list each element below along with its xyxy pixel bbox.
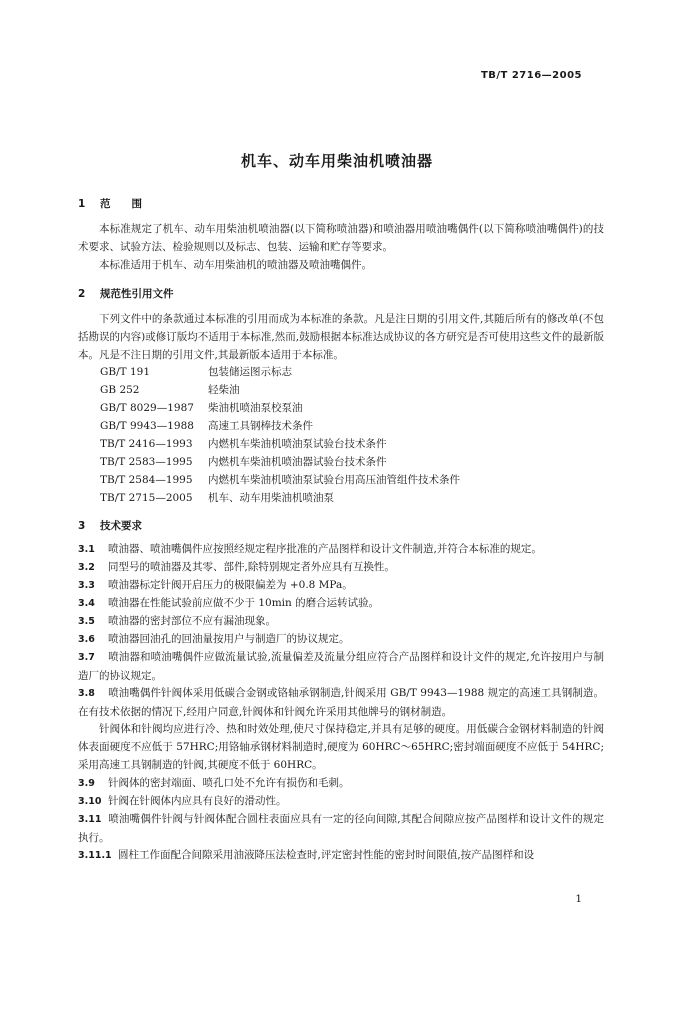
clause [78, 540, 604, 559]
reference-item [100, 472, 460, 487]
clause-text: 同型号的喷油器及其零、部件,除特别规定者外应具有互换性。 [108, 561, 395, 573]
clause-text: 针阀在针阀体内应具有良好的滑动性。 [108, 795, 287, 807]
clause-text: 喷油嘴偶件针阀体采用低碳合金钢或铬轴承钢制造,针阀采用 GB/T 9943—1988 规定的高速工具钢制造。在有技术依据的情况下,经用户同意,针阀体和针阀允许采用其他牌号的钢材制造。 [78, 687, 604, 718]
clause [78, 594, 604, 613]
clause-text: 针阀体和针阀均应进行冷、热和时效处理,使尺寸保持稳定,并具有足够的硬度。用低碳合金钢材料制造的针阀体表面硬度不应低于 57HRC;用铬轴承钢材料制造时,硬度为 60HRC～65HRC;密封端面硬度不应低于 54HRC;采用高速工具钢制造的针阀,其硬度不低于 60HRC。 [78, 723, 604, 771]
clause-number: 3.2 [78, 562, 95, 573]
clause-text: 喷油器回油孔的回油量按用户与制造厂的协议规定。 [108, 633, 350, 645]
clause-text: 圆柱工作面配合间隙采用油液降压法检查时,评定密封性能的密封时间限值,按产品图样和设 [118, 849, 535, 861]
reference-code: GB 252 [100, 384, 140, 396]
section-1-heading [78, 196, 142, 211]
reference-code: GB/T 8029—1987 [100, 402, 194, 414]
reference-code: GB/T 9943—1988 [100, 420, 194, 432]
clause-number: 3.6 [78, 634, 95, 645]
clause-number: 3.4 [78, 598, 95, 609]
clause-number: 3.10 [78, 796, 102, 807]
reference-item [100, 490, 334, 505]
reference-code: TB/T 2416—1993 [100, 438, 193, 450]
clause-text: 喷油器在性能试验前应做不少于 10min 的磨合运转试验。 [108, 597, 380, 609]
reference-code: TB/T 2583—1995 [100, 456, 193, 468]
document-title: 机车、动车用柴油机喷油器 [240, 152, 433, 170]
reference-item [100, 418, 313, 433]
reference-title: 内燃机车柴油机喷油器试验台技术条件 [208, 456, 387, 468]
clause-number: 3.7 [78, 652, 95, 663]
clause-number: 3.9 [78, 778, 95, 789]
clause [78, 612, 604, 631]
reference-item [100, 364, 292, 379]
paragraph: 下列文件中的条款通过本标准的引用而成为本标准的条款。凡是注日期的引用文件,其随后所有的修改单(不包括勘误的内容)或修订版均不适用于本标准,然而,鼓励根据本标准达成协议的各方研究是否可使用这些文件的最新版本。凡是不注日期的引用文件,其最新版本适用于本标准。 [78, 313, 604, 361]
reference-item [100, 400, 303, 415]
section-number: 3 [78, 520, 86, 532]
section-title: 规范性引用文件 [100, 288, 174, 300]
section-title: 技术要求 [100, 520, 142, 532]
clause-paragraph [78, 720, 604, 774]
clause-number: 3.3 [78, 580, 95, 591]
reference-title: 包装储运图示标志 [208, 366, 292, 378]
clause-text: 喷油器、喷油嘴偶件应按照经规定程序批准的产品图样和设计文件制造,并符合本标准的规定。 [108, 543, 542, 555]
clause [78, 810, 604, 847]
reference-code: TB/T 2584—1995 [100, 474, 193, 486]
clause-number: 3.8 [78, 688, 95, 699]
clause-text: 喷油嘴偶件针阀与针阀体配合圆柱表面应具有一定的径向间隙,其配合间隙应按产品图样和设计文件的规定执行。 [78, 813, 604, 844]
clause [78, 648, 604, 685]
reference-title: 柴油机喷油泵校泵油 [208, 402, 303, 414]
clause-number: 3.11.1 [78, 850, 112, 861]
reference-item [100, 436, 387, 451]
section-2-heading [78, 286, 174, 301]
clause-text: 喷油器的密封部位不应有漏油现象。 [108, 615, 276, 627]
reference-title: 内燃机车柴油机喷油泵试验台技术条件 [208, 438, 387, 450]
clause [78, 792, 604, 811]
clause [78, 576, 604, 595]
section-3-heading [78, 518, 142, 533]
clause-text: 喷油器和喷油嘴偶件应做流量试验,流量偏差及流量分组应符合产品图样和设计文件的规定,允许按用户与制造厂的协议规定。 [78, 651, 604, 682]
reference-title: 高速工具钢棒技术条件 [208, 420, 313, 432]
standard-number: TB/T 2716—2005 [480, 70, 582, 81]
section-number: 2 [78, 288, 86, 300]
paragraph: 本标准规定了机车、动车用柴油机喷油器(以下简称喷油器)和喷油器用喷油嘴偶件(以下简称喷油嘴偶件)的技术要求、试验方法、检验规则以及标志、包装、运输和贮存等要求。 [78, 223, 604, 253]
clause-number: 3.1 [78, 544, 95, 555]
clause-number: 3.11 [78, 814, 102, 825]
clause-text: 喷油器标定针阀开启压力的极限偏差为 +0.8 MPa。 [108, 579, 353, 591]
reference-title: 内燃机车柴油机喷油泵试验台用高压油管组件技术条件 [208, 474, 460, 486]
reference-item [100, 382, 240, 397]
page-number: 1 [575, 893, 582, 905]
clause [78, 846, 604, 865]
clause-number: 3.5 [78, 616, 95, 627]
clause-text: 针阀体的密封端面、喷孔口处不允许有损伤和毛刺。 [108, 777, 350, 789]
clause [78, 684, 604, 721]
reference-code: TB/T 2715—2005 [100, 492, 193, 504]
reference-title: 轻柴油 [208, 384, 240, 396]
clause [78, 630, 604, 649]
reference-item [100, 454, 387, 469]
clause [78, 558, 604, 577]
section-number: 1 [78, 198, 86, 210]
paragraph: 本标准适用于机车、动车用柴油机的喷油器及喷油嘴偶件。 [99, 259, 372, 271]
clause [78, 774, 604, 793]
section-title: 范 围 [100, 198, 142, 210]
reference-code: GB/T 191 [100, 366, 151, 378]
reference-title: 机车、动车用柴油机喷油泵 [208, 492, 334, 504]
